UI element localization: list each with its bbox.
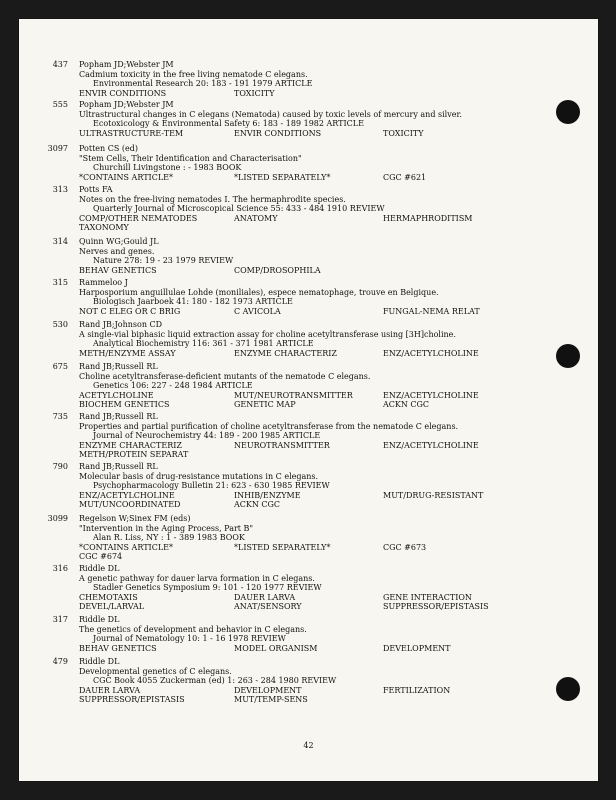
entry-citation: Ecotoxicology & Environmental Safety 6: 183 - 189 1982 ARTICLE xyxy=(93,119,364,129)
entry-citation: Environmental Research 20: 183 - 191 1979 ARTICLE xyxy=(93,79,313,89)
entry-number: 790 xyxy=(52,462,68,471)
keyword-row xyxy=(79,214,579,224)
keyword-row xyxy=(79,266,579,276)
keyword: ENZYME CHARACTERIZ xyxy=(79,440,182,450)
entry-authors: Rammeloo J xyxy=(79,278,128,287)
entry-citation: Analytical Biochemistry 116: 361 - 371 1981 ARTICLE xyxy=(93,339,314,349)
keyword: NEUROTRANSMITTER xyxy=(234,440,330,450)
entry-authors: Rand JB;Russell RL xyxy=(79,462,158,471)
keyword-row xyxy=(79,491,579,501)
entry-title: Properties and partial purification of choline acetyltransferase from the nematode C elegans. xyxy=(79,421,459,431)
keyword: DEVEL/LARVAL xyxy=(79,602,145,612)
entry-title: Harposporium anguillulae Lohde (moniliales), espece nematophage, trouve en Belgique. xyxy=(79,287,439,297)
entry-number: 735 xyxy=(52,412,68,421)
keyword: *LISTED SEPARATELY* xyxy=(234,172,331,182)
keyword-row xyxy=(79,686,579,696)
entry-authors: Potten CS (ed) xyxy=(79,144,138,153)
keyword: FERTILIZATION xyxy=(383,685,451,695)
entry-title: Nerves and genes. xyxy=(79,246,155,256)
entry-citation: Biologisch Jaarboek 41: 180 - 182 1973 ARTICLE xyxy=(93,297,293,307)
keyword-row xyxy=(79,552,579,562)
entry-body xyxy=(79,100,579,138)
keyword: ACKN CGC xyxy=(234,500,281,510)
keyword-row xyxy=(79,500,579,510)
keyword: SUPPRESSOR/EPISTASIS xyxy=(79,695,185,705)
entry-title: Notes on the free-living nematodes I. The hermaphrodite species. xyxy=(79,194,346,204)
keyword: TOXICITY xyxy=(383,128,424,138)
keyword: BEHAV GENETICS xyxy=(79,643,157,653)
keyword: MUT/DRUG-RESISTANT xyxy=(383,490,484,500)
keyword: DEVELOPMENT xyxy=(234,685,302,695)
keyword: C AVICOLA xyxy=(234,306,281,316)
entry-authors: Riddle DL xyxy=(79,657,120,666)
keyword-row xyxy=(79,593,579,603)
entry-number: 316 xyxy=(52,564,68,573)
entry-body xyxy=(79,278,579,316)
keyword: INHIB/ENZYME xyxy=(234,490,301,500)
entry-number: 3099 xyxy=(47,514,68,523)
entry-authors: Regelson W;Sinex FM (eds) xyxy=(79,514,191,523)
entry-title: A genetic pathway for dauer larva formation in C elegans. xyxy=(79,573,315,583)
keyword: SUPPRESSOR/EPISTASIS xyxy=(383,602,489,612)
keyword-row xyxy=(79,450,579,460)
document-page xyxy=(19,19,598,781)
entry-citation: Stadler Genetics Symposium 9: 101 - 120 1977 REVIEW xyxy=(93,583,322,593)
keyword: COMP/OTHER NEMATODES xyxy=(79,213,198,223)
keyword: ULTRASTRUCTURE-TEM xyxy=(79,128,184,138)
entry-body xyxy=(79,185,579,233)
keyword: MUT/NEUROTRANSMITTER xyxy=(234,390,353,400)
entry-body xyxy=(79,144,579,182)
keyword: *CONTAINS ARTICLE* xyxy=(79,172,173,182)
keyword: FUNGAL-NEMA RELAT xyxy=(383,306,480,316)
entry-citation: Genetics 106: 227 - 248 1984 ARTICLE xyxy=(93,381,253,391)
entry-body xyxy=(79,320,579,358)
keyword: MODEL ORGANISM xyxy=(234,643,318,653)
entry-title: The genetics of development and behavior in C elegans. xyxy=(79,624,307,634)
keyword: TOXICITY xyxy=(234,88,275,98)
keyword: GENETIC MAP xyxy=(234,400,296,410)
keyword: *CONTAINS ARTICLE* xyxy=(79,542,173,552)
entry-authors: Potts FA xyxy=(79,185,113,194)
entry-title: "Stem Cells, Their Identification and Characterisation" xyxy=(79,153,302,163)
entry-number: 314 xyxy=(52,237,68,246)
keyword: DEVELOPMENT xyxy=(383,643,451,653)
keyword: CGC #621 xyxy=(383,172,427,182)
keyword: GENE INTERACTION xyxy=(383,592,472,602)
entry-title: Developmental genetics of C elegans. xyxy=(79,666,232,676)
entry-citation: Alan R. Liss, NY : 1 - 389 1983 BOOK xyxy=(93,533,245,543)
entry-body xyxy=(79,564,579,612)
keyword: ENZ/ACETYLCHOLINE xyxy=(79,490,175,500)
entry-number: 437 xyxy=(52,60,68,69)
keyword: ENZ/ACETYLCHOLINE xyxy=(383,440,479,450)
entry-citation: CGC Book 4055 Zuckerman (ed) 1: 263 - 284 1980 REVIEW xyxy=(93,676,337,686)
entry-number: 555 xyxy=(52,100,68,109)
entry-citation: Nature 278: 19 - 23 1979 REVIEW xyxy=(93,256,234,266)
keyword: BEHAV GENETICS xyxy=(79,265,157,275)
entry-number: 479 xyxy=(52,657,68,666)
keyword-row xyxy=(79,644,579,654)
keyword: DAUER LARVA xyxy=(79,685,141,695)
entry-citation: Quarterly Journal of Microscopical Science 55: 433 - 484 1910 REVIEW xyxy=(93,204,385,214)
entry-number: 3097 xyxy=(47,144,68,153)
keyword: CGC #674 xyxy=(79,552,123,562)
entry-title: "Intervention in the Aging Process, Part B" xyxy=(79,523,254,533)
keyword-row xyxy=(79,307,579,317)
entry-body xyxy=(79,237,579,275)
entry-body xyxy=(79,462,579,510)
entry-number: 530 xyxy=(52,320,68,329)
keyword-row xyxy=(79,129,579,139)
keyword: BIOCHEM GENETICS xyxy=(79,400,170,410)
entry-authors: Popham JD;Webster JM xyxy=(79,100,174,109)
page-number: 42 xyxy=(303,741,314,750)
keyword-row xyxy=(79,400,579,410)
keyword: ANAT/SENSORY xyxy=(234,602,302,612)
keyword: ENZ/ACETYLCHOLINE xyxy=(383,390,479,400)
entry-authors: Rand JB;Johnson CD xyxy=(79,320,163,329)
keyword-row xyxy=(79,349,579,359)
entry-title: Molecular basis of drug-resistance mutations in C elegans. xyxy=(79,471,319,481)
keyword-row xyxy=(79,391,579,401)
keyword: TAXONOMY xyxy=(79,223,129,233)
keyword: ACKN CGC xyxy=(383,400,430,410)
keyword-row xyxy=(79,173,579,183)
keyword: METH/PROTEIN SEPARAT xyxy=(79,450,189,460)
entry-citation: Journal of Neurochemistry 44: 189 - 200 1985 ARTICLE xyxy=(93,431,321,441)
entry-authors: Riddle DL xyxy=(79,615,120,624)
keyword: ENZYME CHARACTERIZ xyxy=(234,348,337,358)
keyword-row xyxy=(79,223,579,233)
entry-authors: Rand JB;Russell RL xyxy=(79,412,158,421)
keyword-row xyxy=(79,89,579,99)
keyword: ACETYLCHOLINE xyxy=(79,390,154,400)
keyword: ANATOMY xyxy=(234,213,278,223)
entry-body xyxy=(79,60,579,98)
entry-citation: Journal of Nematology 10: 1 - 16 1978 REVIEW xyxy=(93,634,286,644)
entry-body xyxy=(79,412,579,460)
entry-number: 675 xyxy=(52,362,68,371)
keyword-row xyxy=(79,602,579,612)
entry-authors: Riddle DL xyxy=(79,564,120,573)
entry-body xyxy=(79,362,579,410)
keyword-row xyxy=(79,441,579,451)
keyword: ENVIR CONDITIONS xyxy=(234,128,322,138)
keyword: CGC #673 xyxy=(383,542,427,552)
entry-authors: Popham JD;Webster JM xyxy=(79,60,174,69)
keyword: MUT/UNCOORDINATED xyxy=(79,500,181,510)
keyword: *LISTED SEPARATELY* xyxy=(234,542,331,552)
entry-citation: Psychopharmacology Bulletin 21: 623 - 630 1985 REVIEW xyxy=(93,481,330,491)
keyword: ENZ/ACETYLCHOLINE xyxy=(383,348,479,358)
entry-citation: Churchill Livingstone : - 1983 BOOK xyxy=(93,163,242,173)
entry-number: 317 xyxy=(52,615,68,624)
keyword: COMP/DROSOPHILA xyxy=(234,265,321,275)
entry-authors: Rand JB;Russell RL xyxy=(79,362,158,371)
keyword: ENVIR CONDITIONS xyxy=(79,88,167,98)
keyword: CHEMOTAXIS xyxy=(79,592,138,602)
entry-title: Cadmium toxicity in the free living nematode C elegans. xyxy=(79,69,308,79)
entry-number: 315 xyxy=(52,278,68,287)
keyword: METH/ENZYME ASSAY xyxy=(79,348,176,358)
keyword: DAUER LARVA xyxy=(234,592,296,602)
keyword: MUT/TEMP-SENS xyxy=(234,695,308,705)
entry-title: Ultrastructural changes in C elegans (Nematoda) caused by toxic levels of mercury and silver. xyxy=(79,109,462,119)
entry-title: A single-vial biphasic liquid extraction assay for choline acetyltransferase using [3H]choline. xyxy=(79,329,456,339)
entry-body xyxy=(79,514,579,562)
entry-title: Choline acetyltransferase-deficient mutants of the nematode C elegans. xyxy=(79,371,371,381)
keyword-row xyxy=(79,695,579,705)
keyword: HERMAPHRODITISM xyxy=(383,213,473,223)
entry-body xyxy=(79,657,579,705)
keyword: NOT C ELEG OR C BRIG xyxy=(79,306,181,316)
entry-number: 313 xyxy=(52,185,68,194)
entry-authors: Quinn WG;Gould JL xyxy=(79,237,159,246)
keyword-row xyxy=(79,543,579,553)
entry-body xyxy=(79,615,579,653)
